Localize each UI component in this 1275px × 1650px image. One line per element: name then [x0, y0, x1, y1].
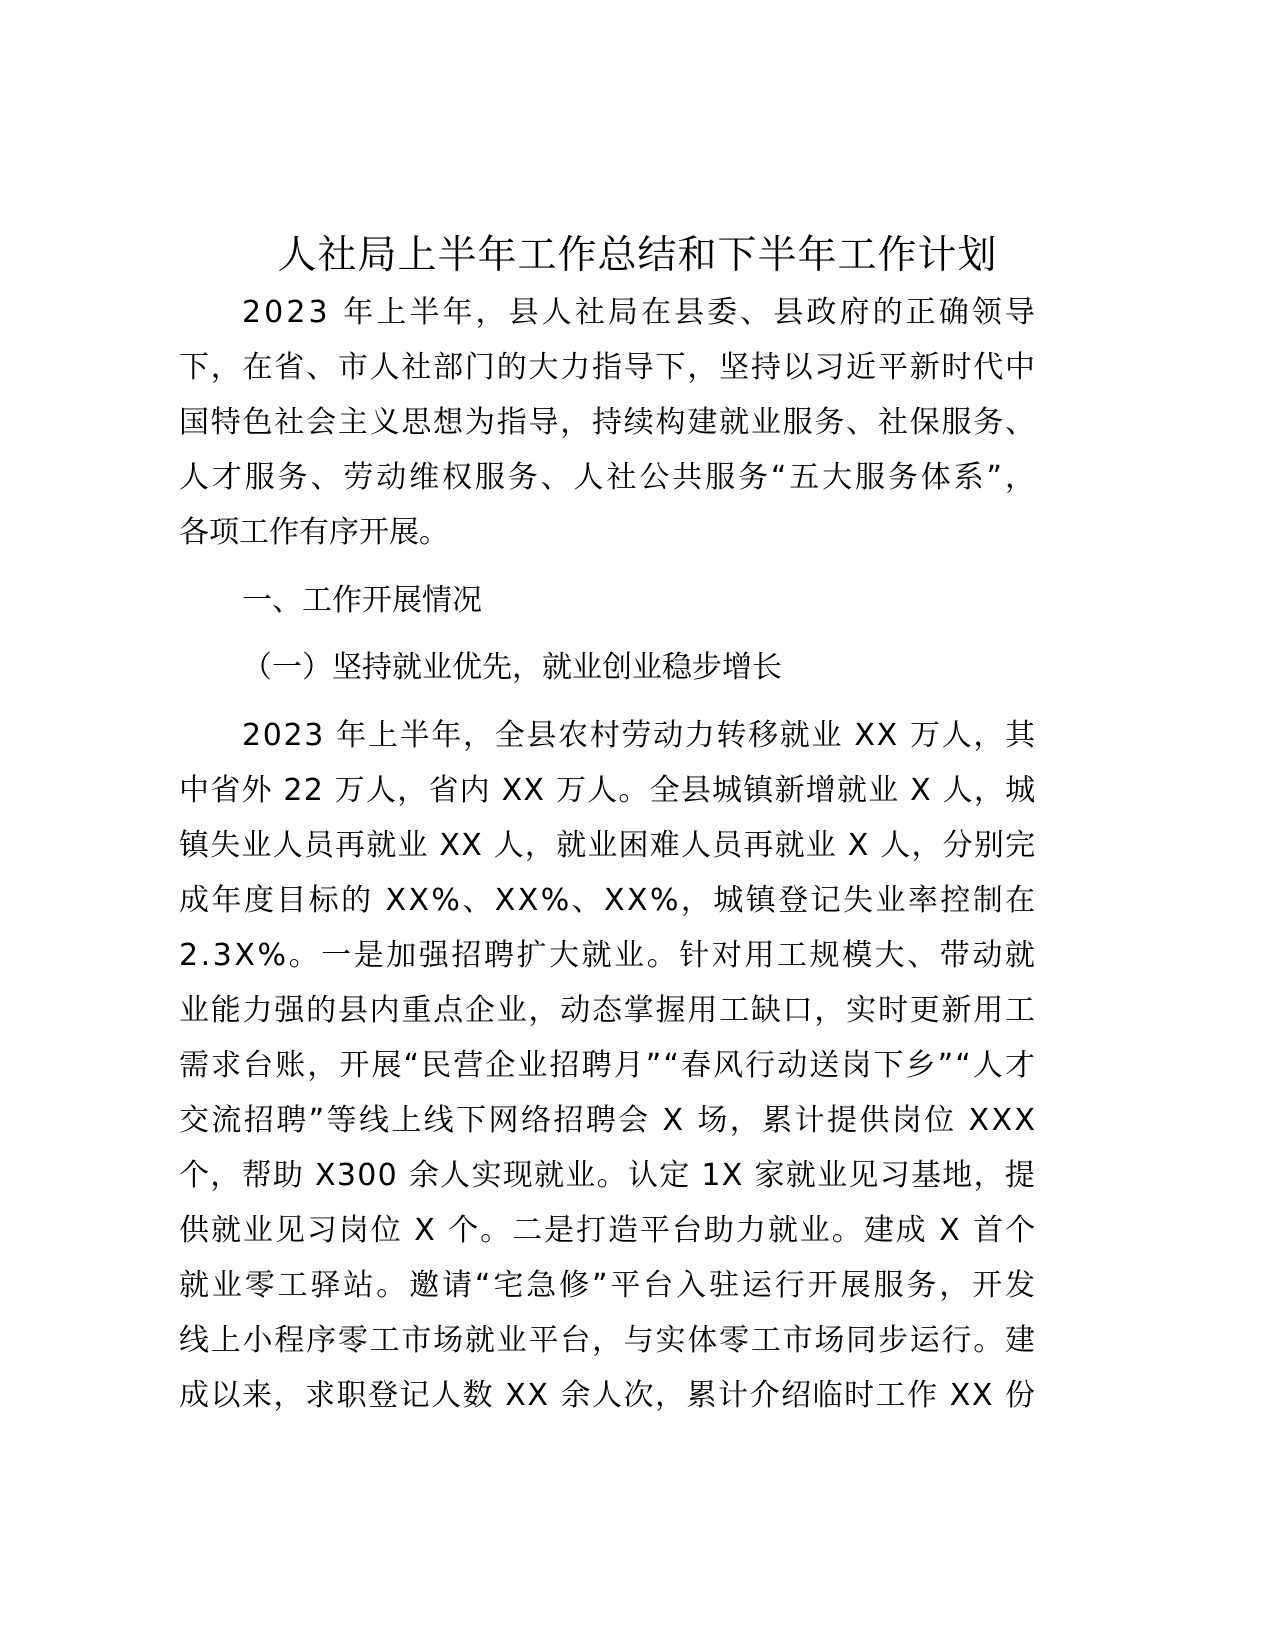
body-line: 中省外 22 万人，省内 XX 万人。全县城镇新增就业 X 人，城: [179, 773, 1037, 808]
body-line: 国特色社会主义思想为指导，持续构建就业服务、社保服务、: [179, 405, 1037, 440]
body-line: 2023 年上半年，县人社局在县委、县政府的正确领导: [242, 295, 1038, 330]
section-heading: 一、工作开展情况: [242, 583, 482, 618]
body-line: 线上小程序零工市场就业平台，与实体零工市场同步运行。建: [179, 1323, 1037, 1358]
body-line: 需求台账，开展“民营企业招聘月”“春风行动送岗下乡”“人才: [179, 1048, 1038, 1083]
body-line: 成以来，求职登记人数 XX 余人次，累计介绍临时工作 XX 份: [179, 1378, 1037, 1413]
subsection-heading: （一）坚持就业优先，就业创业稳步增长: [242, 650, 782, 685]
body-line: 交流招聘”等线上线下网络招聘会 X 场，累计提供岗位 XXX: [179, 1103, 1038, 1138]
body-line: 各项工作有序开展。: [179, 515, 449, 550]
body-line: 人才服务、劳动维权服务、人社公共服务“五大服务体系”，: [179, 460, 1038, 495]
body-line: 个，帮助 X300 余人实现就业。认定 1X 家就业见习基地，提: [179, 1158, 1037, 1193]
body-line: 2.3X%。一是加强招聘扩大就业。针对用工规模大、带动就: [179, 938, 1038, 973]
document-title: 人社局上半年工作总结和下半年工作计划: [277, 233, 998, 278]
body-line: 镇失业人员再就业 XX 人，就业困难人员再就业 X 人，分别完: [179, 828, 1037, 863]
body-line: 供就业见习岗位 X 个。二是打造平台助力就业。建成 X 首个: [179, 1213, 1038, 1248]
body-line: 业能力强的县内重点企业，动态掌握用工缺口，实时更新用工: [179, 993, 1037, 1028]
body-line: 2023 年上半年，全县农村劳动力转移就业 XX 万人，其: [242, 718, 1037, 753]
body-line: 下，在省、市人社部门的大力指导下，坚持以习近平新时代中: [179, 350, 1037, 385]
body-line: 就业零工驿站。邀请“宅急修”平台入驻运行开展服务，开发: [179, 1268, 1038, 1303]
body-line: 成年度目标的 XX%、XX%、XX%，城镇登记失业率控制在: [179, 883, 1038, 918]
